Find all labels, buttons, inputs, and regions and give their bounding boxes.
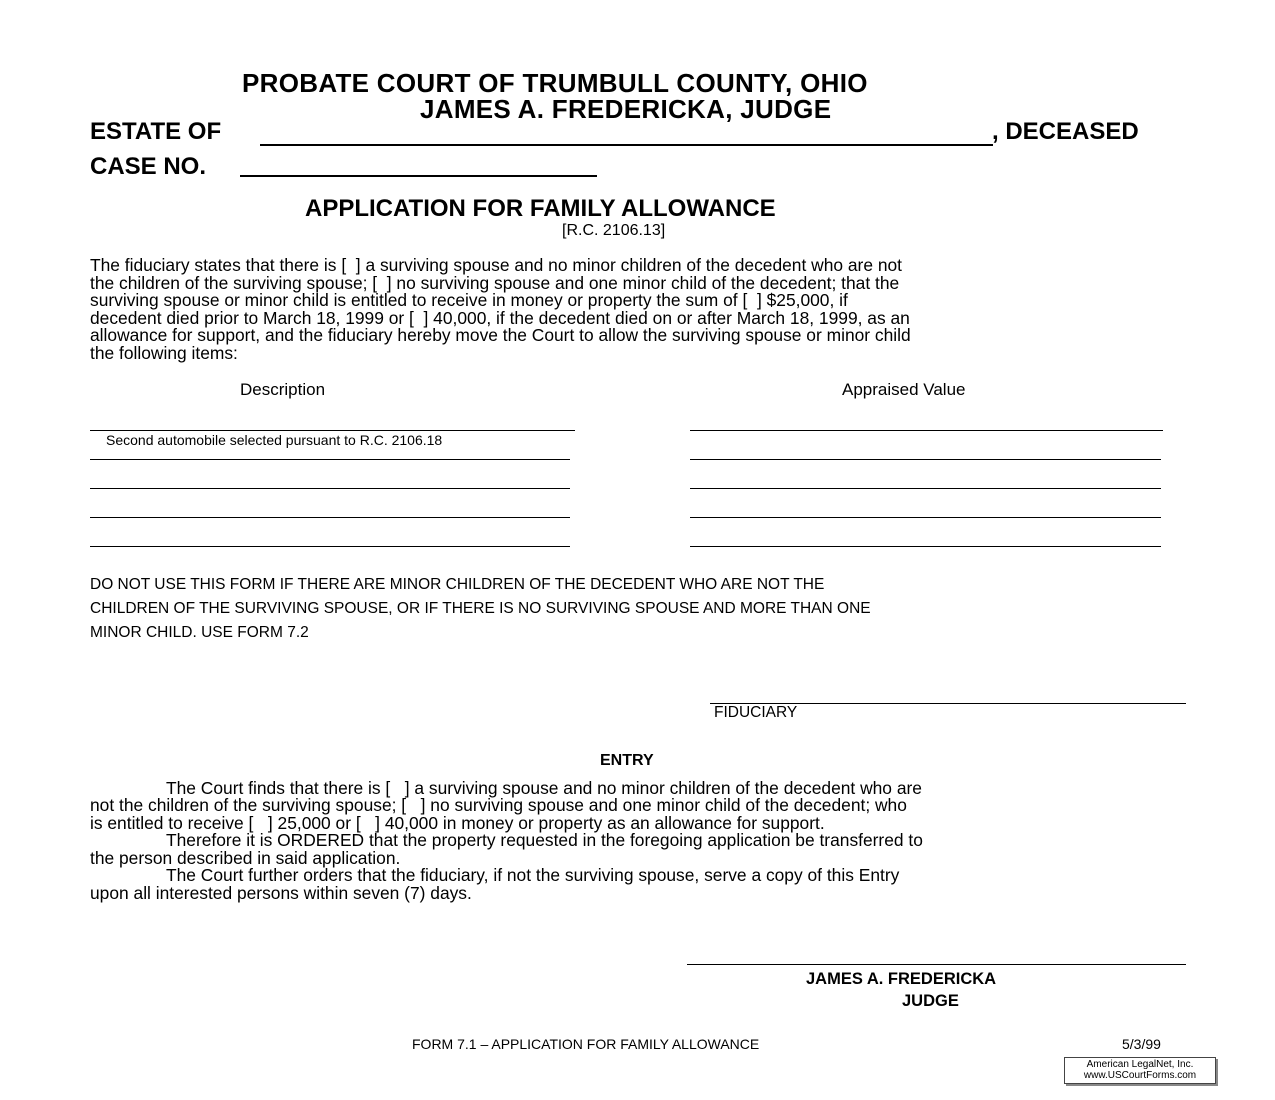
- entry-line: the person described in said application.: [90, 848, 401, 868]
- case-no-label: CASE NO.: [90, 153, 207, 180]
- paragraph-line: surviving spouse or minor child is entitled to receive in money or property the sum of [ ] $25,000, if: [90, 290, 848, 310]
- value-field-3[interactable]: [690, 488, 1161, 489]
- first-item-note: Second automobile selected pursuant to R.C. 2106.18: [106, 432, 443, 448]
- form-title: APPLICATION FOR FAMILY ALLOWANCE: [305, 195, 776, 222]
- description-field-4[interactable]: [90, 517, 570, 518]
- publisher-url: www.USCourtForms.com: [1083, 1070, 1197, 1081]
- estate-label: ESTATE OF: [90, 118, 222, 145]
- judge-name: JAMES A. FREDERICKA: [806, 970, 997, 988]
- judge-signature-field[interactable]: [687, 964, 1186, 965]
- paragraph-line: allowance for support, and the fiduciary hereby move the Court to allow the surviving spouse or minor child: [90, 325, 911, 345]
- deceased-label: , DECEASED: [992, 118, 1139, 145]
- value-field-4[interactable]: [690, 517, 1161, 518]
- court-name: PROBATE COURT OF TRUMBULL COUNTY, OHIO: [242, 68, 868, 98]
- case-no-field[interactable]: [240, 175, 597, 177]
- paragraph-line: the following items:: [90, 343, 238, 363]
- statute-reference: [R.C. 2106.13]: [562, 222, 666, 239]
- appraised-value-column-header: Appraised Value: [842, 380, 966, 399]
- form-date: 5/3/99: [1122, 1036, 1161, 1052]
- estate-name-field[interactable]: [260, 144, 993, 146]
- publisher-name: American LegalNet, Inc.: [1086, 1059, 1194, 1070]
- entry-line: The Court finds that there is [ ] a surviving spouse and no minor children of the decedent who are: [166, 778, 922, 798]
- value-field-5[interactable]: [690, 546, 1161, 547]
- value-field-1[interactable]: [690, 430, 1163, 431]
- entry-line: not the children of the surviving spouse; [ ] no surviving spouse and one minor child of the decedent; who: [90, 795, 907, 815]
- judge-heading: JAMES A. FREDERICKA, JUDGE: [420, 94, 832, 124]
- entry-line: Therefore it is ORDERED that the property requested in the foregoing application be transferred to: [166, 830, 923, 850]
- entry-line: The Court further orders that the fiduciary, if not the surviving spouse, serve a copy of this Entry: [166, 865, 900, 885]
- warning-line: DO NOT USE THIS FORM IF THERE ARE MINOR CHILDREN OF THE DECEDENT WHO ARE NOT THE: [90, 576, 825, 593]
- publisher-stamp: [1064, 1057, 1216, 1084]
- form-footer-label: FORM 7.1 – APPLICATION FOR FAMILY ALLOWANCE: [412, 1036, 760, 1052]
- description-field-2[interactable]: [90, 459, 570, 460]
- description-column-header: Description: [240, 380, 326, 399]
- entry-line: upon all interested persons within seven (7) days.: [90, 883, 472, 903]
- paragraph-line: decedent died prior to March 18, 1999 or [ ] 40,000, if the decedent died on or after March 18, 1999, as an: [90, 308, 910, 328]
- value-field-2[interactable]: [690, 459, 1161, 460]
- warning-line: MINOR CHILD. USE FORM 7.2: [90, 624, 309, 641]
- warning-line: CHILDREN OF THE SURVIVING SPOUSE, OR IF THERE IS NO SURVIVING SPOUSE AND MORE THAN ONE: [90, 600, 871, 617]
- entry-heading: ENTRY: [600, 752, 654, 769]
- entry-line: is entitled to receive [ ] 25,000 or [ ] 40,000 in money or property as an allowance for support.: [90, 813, 825, 833]
- fiduciary-label: FIDUCIARY: [714, 704, 798, 721]
- description-field-1[interactable]: [90, 430, 575, 431]
- description-field-5[interactable]: [90, 546, 570, 547]
- description-field-3[interactable]: [90, 488, 570, 489]
- paragraph-line: The fiduciary states that there is [ ] a surviving spouse and no minor children of the decedent who are not: [90, 255, 903, 275]
- judge-title: JUDGE: [902, 992, 959, 1010]
- paragraph-line: the children of the surviving spouse; [ ] no surviving spouse and one minor child of the decedent; that the: [90, 273, 900, 293]
